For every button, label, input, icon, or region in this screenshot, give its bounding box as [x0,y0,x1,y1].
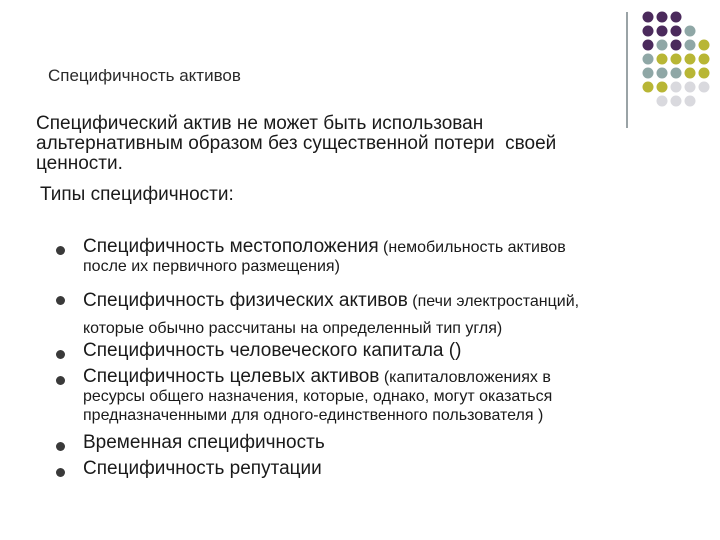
bullet-main: Специфичность человеческого капитала () [83,340,462,361]
decorative-dot [699,40,710,51]
decorative-dot [643,40,654,51]
decorative-dot [685,96,696,107]
bullet-dot [56,468,65,477]
decorative-dot [671,68,682,79]
decorative-dot [685,54,696,65]
bullet-text [83,342,693,360]
decorative-dot [671,12,682,23]
decorative-dot [671,82,682,93]
decorative-dot [657,40,668,51]
decorative-dot [671,54,682,65]
types-heading: Типы специфичности: [40,184,234,205]
bullet-text [83,288,693,342]
decorative-dot [685,40,696,51]
bullet-note: (капиталовложениях в [379,369,551,386]
bullet-dot [56,246,65,255]
bullet-dot [56,376,65,385]
bullet-main: Специфичность репутации [83,458,322,479]
bullet-main: Специфичность целевых активов [83,366,380,387]
decorative-dot [657,26,668,37]
bullet-main: Специфичность местоположения [83,236,379,257]
decorative-dot-grid [640,10,720,110]
decorative-divider [626,12,628,128]
decorative-dot [643,26,654,37]
bullet-dot [56,350,65,359]
decorative-dot [643,12,654,23]
decorative-dot [685,26,696,37]
bullet-text [83,238,693,276]
definition-line: альтернативным образом без существенной потери своей [36,133,557,154]
bullet-dot [56,296,65,305]
bullet-main: Специфичность физических активов [83,290,408,311]
decorative-dot [643,68,654,79]
definition-line: Специфический актив не может быть использован [36,113,484,134]
decorative-dot [657,82,668,93]
bullet-text [83,368,693,425]
bullet-note: (немобильность активов [378,239,566,256]
bullet-note-cont: предназначенными для одного-единственного пользователя ) [83,407,544,424]
definition-text [36,114,656,174]
bullet-note: (печи электростанций, [407,293,580,310]
decorative-dot [671,40,682,51]
decorative-dot [671,26,682,37]
bullet-main: Временная специфичность [83,432,325,453]
bullet-text [83,460,693,478]
decorative-dot [657,12,668,23]
decorative-dot [657,54,668,65]
decorative-dot [699,68,710,79]
decorative-dot [643,82,654,93]
decorative-dot [671,96,682,107]
decorative-dot [657,96,668,107]
decorative-dot [657,68,668,79]
bullet-note-cont: ресурсы общего назначения, которые, однако, могут оказаться [83,388,553,405]
decorative-dot [643,54,654,65]
decorative-dot [699,54,710,65]
decorative-dot [685,82,696,93]
bullet-note-cont: после их первичного размещения) [83,258,340,275]
definition-line: ценности. [36,153,123,174]
decorative-dot [699,82,710,93]
bullet-text [83,434,693,452]
bullet-note-cont: которые обычно рассчитаны на определенный тип угля) [83,320,503,337]
bullet-dot [56,442,65,451]
slide-title: Специфичность активов [48,66,241,85]
decorative-dot [685,68,696,79]
